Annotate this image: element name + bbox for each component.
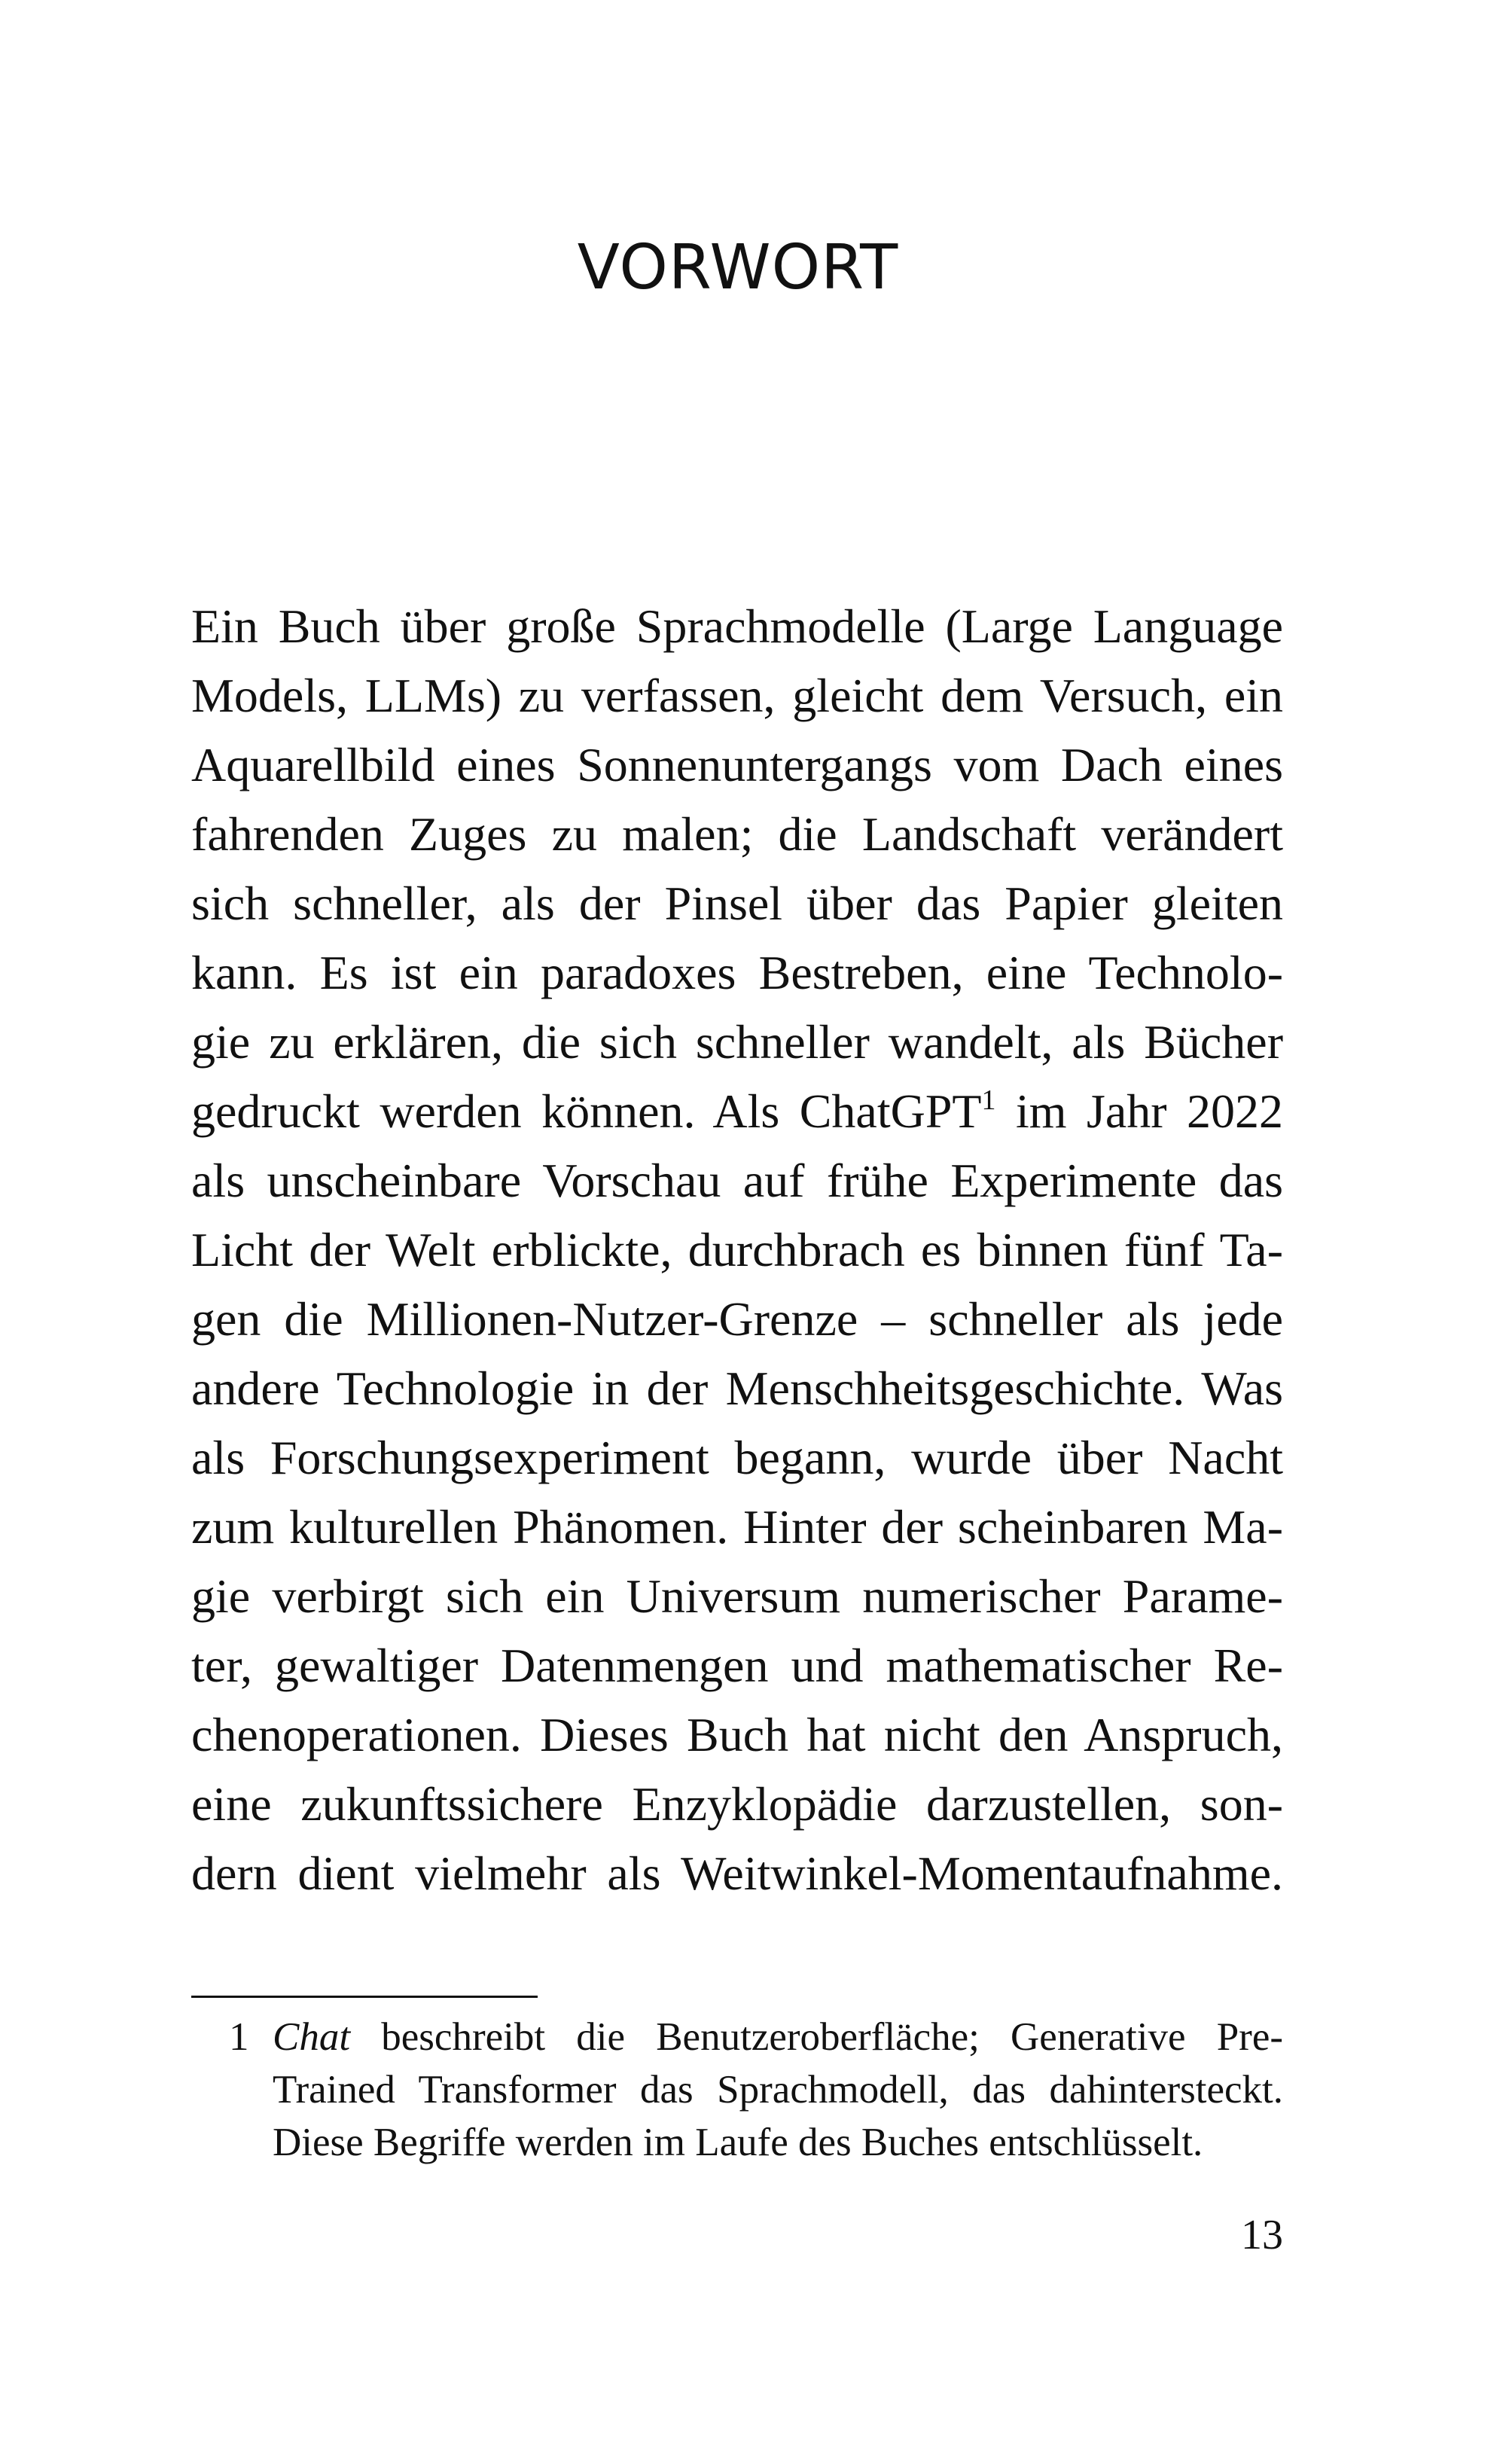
body-line: gie verbirgt sich ein Universum numerischer Parame- — [191, 1569, 1283, 1623]
body-line: dern dient vielmehr als Weitwinkel-Momentaufnahme. — [191, 1846, 1283, 1900]
footnote-number: 1 — [229, 2015, 249, 2059]
footnote-italic-term: Chat — [273, 2015, 351, 2059]
body-line: sich schneller, als der Pinsel über das Papier gleiten — [191, 877, 1283, 930]
body-line-prefix: gedruckt werden können. Als ChatGPT — [191, 1084, 982, 1138]
body-paragraph — [191, 592, 1283, 1908]
body-line: chenoperationen. Dieses Buch hat nicht den Anspruch, — [191, 1708, 1283, 1761]
body-line: Ein Buch über große Sprachmodelle (Large Language — [191, 599, 1283, 653]
footnote-divider — [191, 1996, 538, 1998]
footnote-line — [273, 2011, 1283, 2063]
body-line: gen die Millionen-Nutzer-Grenze – schneller als jede — [191, 1292, 1283, 1346]
page-number: 13 — [1241, 2212, 1283, 2258]
body-line: Aquarellbild eines Sonnenuntergangs vom Dach eines — [191, 738, 1283, 791]
body-line: Licht der Welt erblickte, durchbrach es binnen fünf Ta- — [191, 1223, 1283, 1276]
body-line: zum kulturellen Phänomen. Hinter der scheinbaren Ma- — [191, 1500, 1283, 1554]
footnote-line-rest: beschreibt die Benutzeroberfläche; Generative Pre- — [350, 2015, 1283, 2059]
body-line: Models, LLMs) zu verfassen, gleicht dem Versuch, ein — [191, 669, 1283, 722]
body-line: als unscheinbare Vorschau auf frühe Experimente das — [191, 1154, 1283, 1207]
body-line: andere Technologie in der Menschheitsgeschichte. Was — [191, 1362, 1283, 1415]
body-line: eine zukunftssichere Enzyklopädie darzustellen, son- — [191, 1777, 1283, 1831]
footnote-line: Trained Transformer das Sprachmodell, das dahintersteckt. — [273, 2068, 1283, 2112]
body-line: gie zu erklären, die sich schneller wandelt, als Bücher — [191, 1015, 1283, 1069]
footnote-line: Diese Begriffe werden im Laufe des Buches entschlüsselt. — [273, 2121, 1203, 2164]
body-line-suffix: im Jahr 2022 — [1015, 1084, 1284, 1138]
body-line: als Forschungsexperiment begann, wurde über Nacht — [191, 1431, 1283, 1484]
body-line: fahrenden Zuges zu malen; die Landschaft verändert — [191, 807, 1283, 861]
body-line: ter, gewaltiger Datenmengen und mathematischer Re- — [191, 1639, 1283, 1692]
footnote-text — [273, 2011, 1283, 2169]
footnote-reference[interactable]: 1 — [981, 1084, 996, 1116]
body-line: kann. Es ist ein paradoxes Bestreben, eine Technolo- — [191, 946, 1283, 999]
body-line-with-footnote-ref — [191, 1077, 1283, 1146]
chapter-title: VORWORT — [577, 232, 899, 303]
